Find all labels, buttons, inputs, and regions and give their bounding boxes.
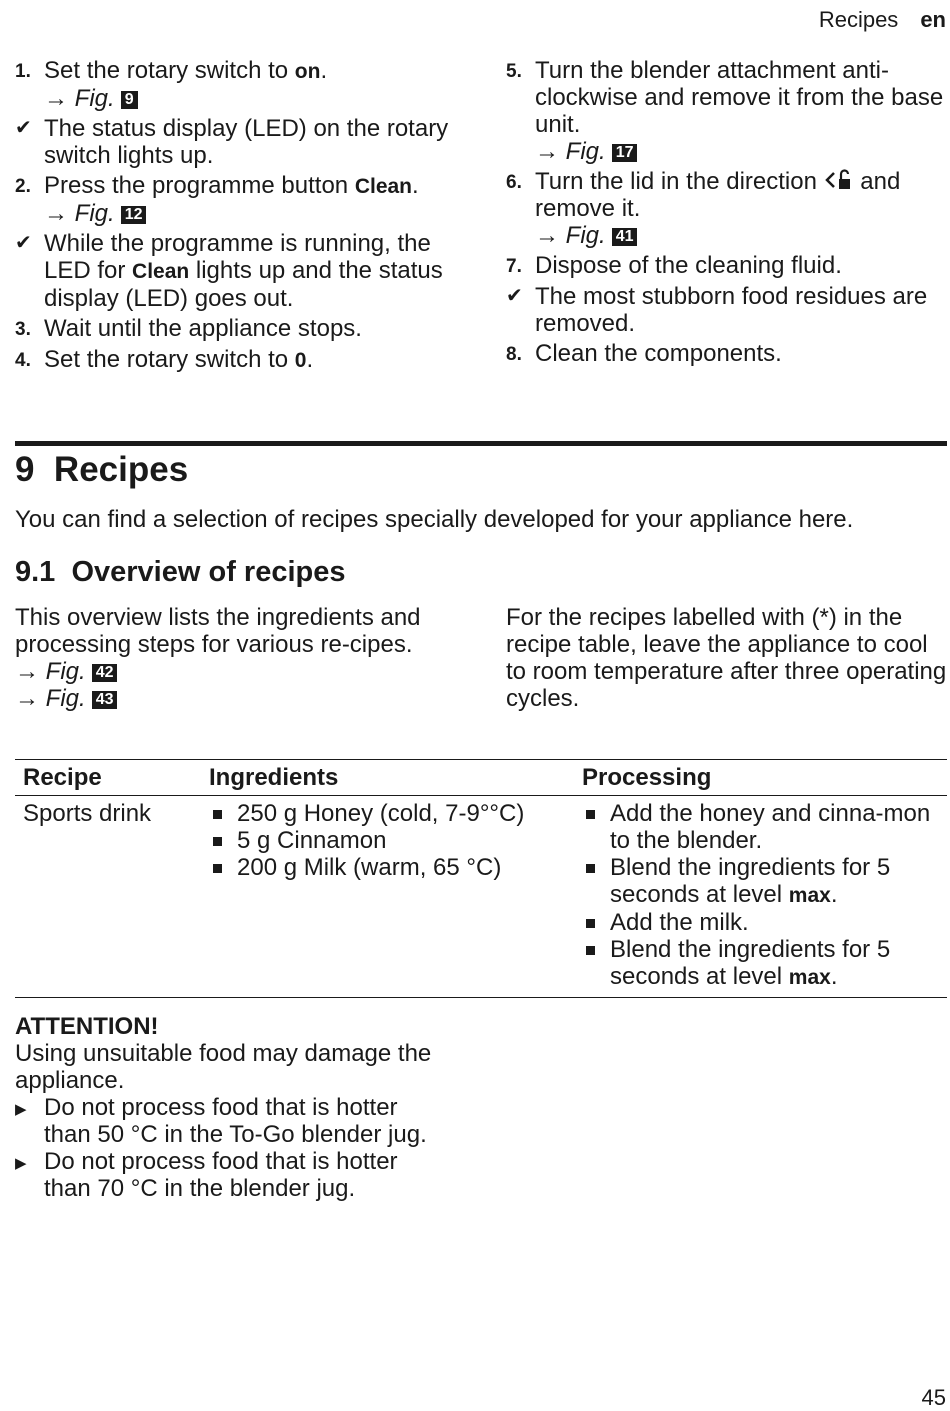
step-number: 3.: [15, 319, 31, 340]
processing-text-end: .: [830, 963, 838, 990]
triangle-bullet-icon: ▶: [15, 1101, 27, 1118]
attention-notice: [15, 1013, 445, 1202]
subsection-right-text: For the recipes labelled with (*) in the recipe table, leave the appliance to cool to room temperature after three operating cycles.: [506, 604, 947, 712]
step-2: [15, 172, 455, 227]
step-text: Turn the blender attachment anti-clockwise and remove it from the base unit.: [535, 57, 944, 138]
recipe-table: [15, 759, 947, 998]
step-5: [506, 57, 946, 165]
step-text-end: .: [320, 57, 328, 84]
step-4: [15, 346, 455, 374]
running-header: [819, 6, 946, 33]
attention-item: [15, 1094, 445, 1148]
result-text: While the programme is running, the LED for: [44, 230, 431, 284]
processing-text: Add the honey and cinna-mon to the blender.: [610, 800, 931, 854]
checkmark-icon: ✔: [15, 117, 32, 139]
arrow-right-icon: →: [15, 685, 39, 712]
step-number: 5.: [506, 61, 522, 82]
section-number: 9: [15, 450, 35, 489]
section-title: Recipes: [53, 450, 189, 489]
ingredient-item: 200 g Milk (warm, 65 °C): [209, 854, 566, 881]
header-ingredients: Ingredients: [201, 760, 574, 796]
subsection-heading: [15, 555, 345, 589]
arrow-right-icon: →: [535, 138, 559, 165]
step-text-end: and remove it.: [535, 168, 901, 222]
step-number: 1.: [15, 61, 31, 82]
step-7: [506, 252, 946, 280]
step-text: Turn the lid in the direction: [535, 168, 824, 195]
steps-left-column: [15, 57, 455, 377]
step-number: 7.: [506, 256, 522, 277]
processing-item: [582, 936, 939, 991]
step-1: [15, 57, 455, 112]
fig-number: 41: [612, 228, 638, 246]
table-row: [15, 796, 947, 998]
ingredients-cell: [201, 796, 574, 998]
fig-reference[interactable]: Fig.: [565, 138, 606, 165]
result-text: The most stubborn food residues are removed.: [535, 283, 928, 337]
processing-item: [582, 909, 939, 936]
step-text: Press the programme button: [44, 172, 355, 199]
step-number: 8.: [506, 344, 522, 365]
keyword-on: on: [294, 60, 321, 83]
processing-item: [582, 854, 939, 909]
step-text: Wait until the appliance stops.: [44, 315, 362, 342]
triangle-bullet-icon: ▶: [15, 1155, 27, 1172]
overview-text: This overview lists the ingredients and processing steps for various re-cipes.: [15, 604, 421, 658]
step-text-end: .: [412, 172, 419, 199]
fig-reference[interactable]: Fig.: [565, 222, 606, 249]
attention-title: ATTENTION!: [15, 1013, 159, 1040]
fig-ref-43: [15, 685, 445, 712]
header-language: en: [920, 7, 946, 32]
fig-ref-42: [15, 658, 445, 685]
processing-item: [582, 800, 939, 854]
step-number: 2.: [15, 176, 31, 197]
result-1: [15, 115, 455, 169]
processing-text: Add the milk.: [610, 909, 749, 936]
fig-number: 9: [121, 91, 138, 109]
ingredient-item: 250 g Honey (cold, 7-9°°C): [209, 800, 566, 827]
fig-reference[interactable]: Fig.: [74, 200, 115, 227]
subsection-left-text: [15, 604, 445, 712]
ingredient-item: 5 g Cinnamon: [209, 827, 566, 854]
fig-number: 42: [92, 664, 118, 682]
step-text: Set the rotary switch to: [44, 346, 295, 373]
fig-reference[interactable]: Fig.: [45, 658, 86, 685]
step-text-end: .: [306, 346, 314, 373]
steps-right-column: [506, 57, 946, 371]
header-section: Recipes: [818, 7, 899, 32]
step-text: Dispose of the cleaning fluid.: [535, 252, 842, 279]
step-8: [506, 340, 946, 368]
result-text-end: lights up and the status display (LED) goes out.: [44, 257, 443, 312]
step-6: [506, 168, 946, 249]
fig-number: 12: [121, 206, 147, 224]
fig-number: 43: [92, 691, 118, 709]
attention-item-text: Do not process food that is hotter than 50 °C in the To-Go blender jug.: [44, 1094, 427, 1148]
section-intro: You can find a selection of recipes specially developed for your appliance here.: [15, 506, 854, 533]
processing-text-end: .: [830, 881, 838, 908]
fig-reference[interactable]: Fig.: [45, 685, 86, 712]
arrow-right-icon: →: [44, 200, 68, 227]
result-2: [15, 230, 455, 312]
fig-reference[interactable]: Fig.: [74, 85, 115, 112]
page-number: 45: [921, 1385, 946, 1410]
keyword-clean: Clean: [354, 175, 413, 198]
keyword-zero: 0: [294, 349, 307, 372]
section-heading: [15, 450, 188, 490]
arrow-right-icon: →: [44, 85, 68, 112]
subsection-number: 9.1: [15, 556, 56, 588]
result-text: The status display (LED) on the rotary switch lights up.: [44, 115, 449, 169]
processing-text: Blend the ingredients for 5 seconds at level: [610, 936, 891, 990]
attention-item: [15, 1148, 445, 1202]
fig-number: 17: [612, 144, 638, 162]
header-processing: Processing: [574, 760, 947, 796]
processing-text: Blend the ingredients for 5 seconds at level: [610, 854, 891, 908]
step-number: 4.: [15, 350, 31, 371]
keyword-clean: Clean: [132, 260, 190, 283]
subsection-title: Overview of recipes: [71, 556, 346, 588]
processing-cell: [574, 796, 947, 998]
step-3: [15, 315, 455, 343]
keyword-max: max: [788, 884, 831, 907]
result-7: [506, 283, 946, 337]
step-text: Clean the components.: [535, 340, 782, 367]
recipe-name: Sports drink: [15, 796, 201, 998]
section-divider: [15, 441, 947, 446]
unlock-arrow-icon: [824, 168, 854, 192]
checkmark-icon: ✔: [15, 232, 32, 254]
attention-text: Using unsuitable food may damage the appliance.: [15, 1040, 432, 1094]
step-text: Set the rotary switch to: [44, 57, 295, 84]
keyword-max: max: [788, 966, 831, 989]
attention-item-text: Do not process food that is hotter than 70 °C in the blender jug.: [44, 1148, 398, 1202]
table-header-row: [15, 760, 947, 796]
arrow-right-icon: →: [15, 658, 39, 685]
arrow-right-icon: →: [535, 222, 559, 249]
step-number: 6.: [506, 172, 522, 193]
header-recipe: Recipe: [15, 760, 201, 796]
checkmark-icon: ✔: [506, 285, 523, 307]
